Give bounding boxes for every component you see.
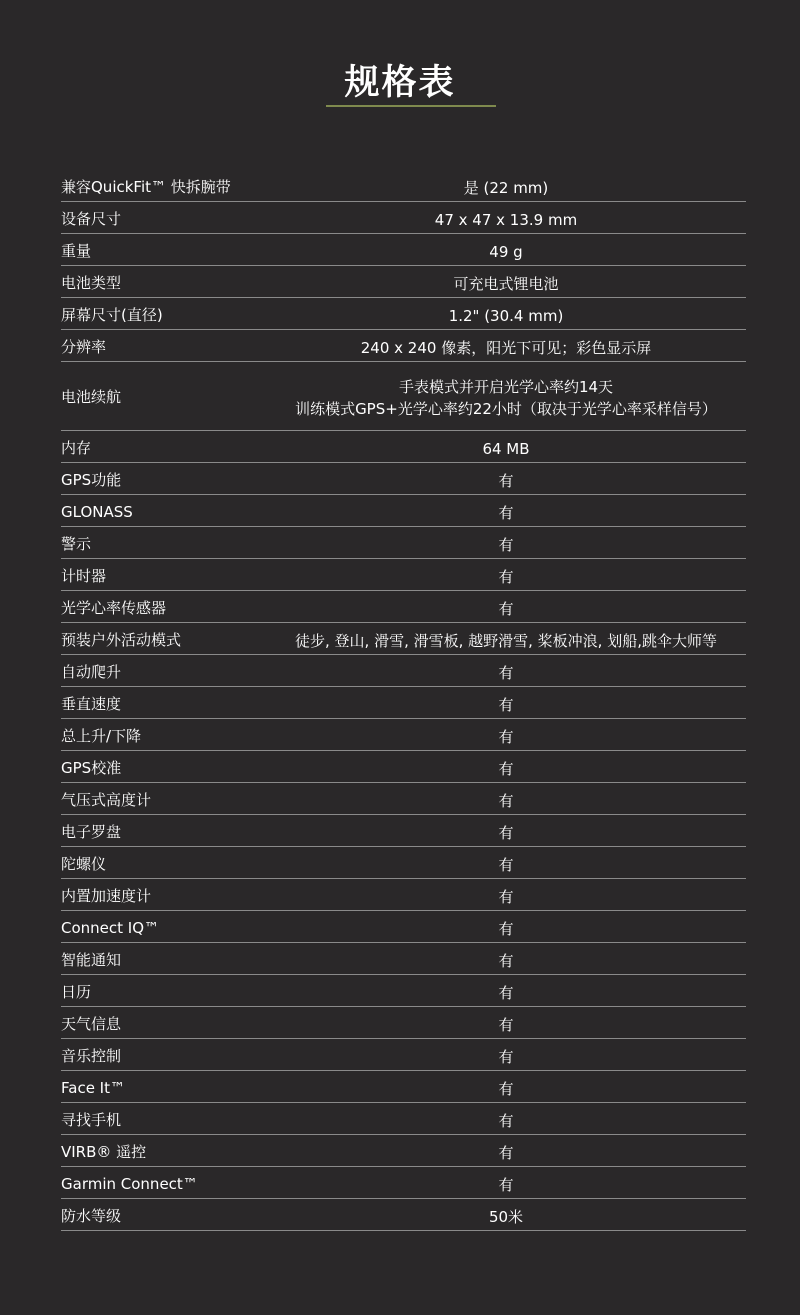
spec-label: 兼容QuickFit™ 快拆腕带 (61, 177, 231, 196)
spec-label: 智能通知 (61, 950, 122, 969)
spec-value-line: 有 (498, 599, 514, 618)
spec-label: 预装户外活动模式 (61, 630, 182, 649)
spec-label: 日历 (61, 982, 92, 1001)
spec-row (61, 1071, 746, 1103)
page-title: 规格表 (344, 63, 456, 103)
spec-value-line: 有 (498, 983, 514, 1002)
spec-row (61, 1135, 746, 1167)
spec-value (266, 301, 746, 327)
spec-label: 音乐控制 (61, 1046, 122, 1065)
spec-label: 寻找手机 (61, 1110, 122, 1129)
spec-label: Face It™ (61, 1078, 125, 1097)
spec-value (266, 333, 746, 359)
spec-value (266, 818, 746, 844)
spec-label: GPS校准 (61, 758, 122, 777)
spec-value (266, 1042, 746, 1068)
spec-value (266, 530, 746, 556)
spec-value (266, 1138, 746, 1164)
spec-row (61, 527, 746, 559)
spec-value-line: 有 (498, 695, 514, 714)
spec-value (266, 914, 746, 940)
spec-label: 内置加速度计 (61, 886, 152, 905)
spec-value (266, 850, 746, 876)
spec-label: 陀螺仪 (61, 854, 107, 873)
spec-row (61, 975, 746, 1007)
spec-value-line: 有 (498, 919, 514, 938)
spec-value (266, 626, 746, 652)
spec-label: 电池续航 (61, 388, 122, 406)
spec-label: 垂直速度 (61, 694, 122, 713)
spec-value-line: 有 (498, 1079, 514, 1098)
spec-label: 天气信息 (61, 1014, 122, 1033)
spec-value-line: 有 (498, 887, 514, 906)
spec-row (61, 783, 746, 815)
spec-value-line: 有 (498, 951, 514, 970)
spec-label: 气压式高度计 (61, 790, 152, 809)
spec-label: Connect IQ™ (61, 918, 160, 937)
spec-value-line: 有 (498, 471, 514, 490)
spec-value-line: 有 (498, 727, 514, 746)
spec-row (61, 330, 746, 362)
spec-row (61, 623, 746, 655)
spec-value (266, 786, 746, 812)
spec-value (266, 978, 746, 1004)
spec-label: 警示 (61, 534, 92, 553)
spec-value (266, 882, 746, 908)
spec-value-line: 47 x 47 x 13.9 mm (434, 210, 578, 229)
spec-row (61, 751, 746, 783)
spec-value (266, 722, 746, 748)
spec-value-line: 有 (498, 1143, 514, 1162)
spec-label: 光学心率传感器 (61, 598, 167, 617)
spec-value (266, 1106, 746, 1132)
spec-value-line: 训练模式GPS+光学心率约22小时（取决于光学心率采样信号） (295, 400, 717, 418)
spec-row (61, 687, 746, 719)
spec-value (266, 498, 746, 524)
spec-label: 电池类型 (61, 273, 122, 292)
spec-row (61, 266, 746, 298)
title-underline (326, 105, 496, 107)
spec-label: Garmin Connect™ (61, 1174, 198, 1193)
spec-label: 电子罗盘 (61, 822, 122, 841)
spec-row (61, 655, 746, 687)
spec-value (266, 269, 746, 295)
spec-row (61, 1199, 746, 1231)
spec-row (61, 1103, 746, 1135)
spec-row (61, 847, 746, 879)
spec-value-line: 有 (498, 1015, 514, 1034)
spec-value-line: 有 (498, 759, 514, 778)
spec-value-line: 50米 (488, 1207, 524, 1226)
spec-value-line: 有 (498, 855, 514, 874)
spec-row (61, 202, 746, 234)
spec-value (266, 237, 746, 263)
spec-value (266, 1170, 746, 1196)
spec-label: 防水等级 (61, 1206, 122, 1225)
spec-value (266, 1202, 746, 1228)
spec-value-line: 可充电式锂电池 (453, 274, 559, 293)
spec-value (266, 1074, 746, 1100)
spec-row (61, 362, 746, 431)
spec-row (61, 911, 746, 943)
spec-value (266, 754, 746, 780)
spec-value-line: 有 (498, 535, 514, 554)
spec-value (266, 434, 746, 460)
spec-label: 设备尺寸 (61, 209, 122, 228)
spec-row (61, 170, 746, 202)
spec-table (61, 170, 746, 1231)
spec-label: GPS功能 (61, 470, 122, 489)
spec-label: 重量 (61, 241, 92, 260)
spec-value-line: 64 MB (482, 439, 530, 458)
spec-value (266, 946, 746, 972)
spec-value-line: 240 x 240 像素，阳光下可见；彩色显示屏 (360, 338, 652, 357)
spec-label: 自动爬升 (61, 662, 122, 681)
spec-row (61, 1167, 746, 1199)
spec-value (266, 372, 746, 420)
spec-label: VIRB® 遥控 (61, 1142, 147, 1161)
spec-row (61, 463, 746, 495)
spec-value-line: 49 g (489, 242, 523, 261)
spec-value (266, 173, 746, 199)
spec-row (61, 943, 746, 975)
spec-label: 计时器 (61, 566, 107, 585)
spec-row (61, 879, 746, 911)
spec-value-line: 有 (498, 1111, 514, 1130)
spec-value-line: 有 (498, 663, 514, 682)
spec-row (61, 298, 746, 330)
spec-value-line: 是 (22 mm) (463, 178, 549, 197)
spec-value-line: 有 (498, 567, 514, 586)
spec-row (61, 495, 746, 527)
spec-value-line: 徒步, 登山, 滑雪, 滑雪板, 越野滑雪, 桨板冲浪, 划船,跳伞大师等 (295, 631, 717, 650)
spec-row (61, 234, 746, 266)
spec-value-line: 1.2" (30.4 mm) (448, 306, 564, 325)
spec-row (61, 719, 746, 751)
spec-value-line: 有 (498, 1175, 514, 1194)
spec-label: 分辨率 (61, 337, 107, 356)
spec-row (61, 559, 746, 591)
spec-value (266, 562, 746, 588)
spec-row (61, 431, 746, 463)
spec-row (61, 815, 746, 847)
spec-label: 总上升/下降 (61, 726, 142, 745)
spec-value (266, 205, 746, 231)
spec-value (266, 594, 746, 620)
spec-value (266, 658, 746, 684)
spec-label: 屏幕尺寸(直径) (61, 305, 163, 324)
spec-row (61, 1039, 746, 1071)
spec-value-line: 有 (498, 823, 514, 842)
spec-value-line: 手表模式并开启光学心率约14天 (398, 378, 614, 396)
spec-value-line: 有 (498, 791, 514, 810)
spec-label: GLONASS (61, 502, 133, 521)
spec-row (61, 591, 746, 623)
spec-label: 内存 (61, 438, 92, 457)
spec-row (61, 1007, 746, 1039)
spec-value-line: 有 (498, 1047, 514, 1066)
spec-value (266, 690, 746, 716)
spec-value (266, 466, 746, 492)
spec-value (266, 1010, 746, 1036)
spec-value-line: 有 (498, 503, 514, 522)
